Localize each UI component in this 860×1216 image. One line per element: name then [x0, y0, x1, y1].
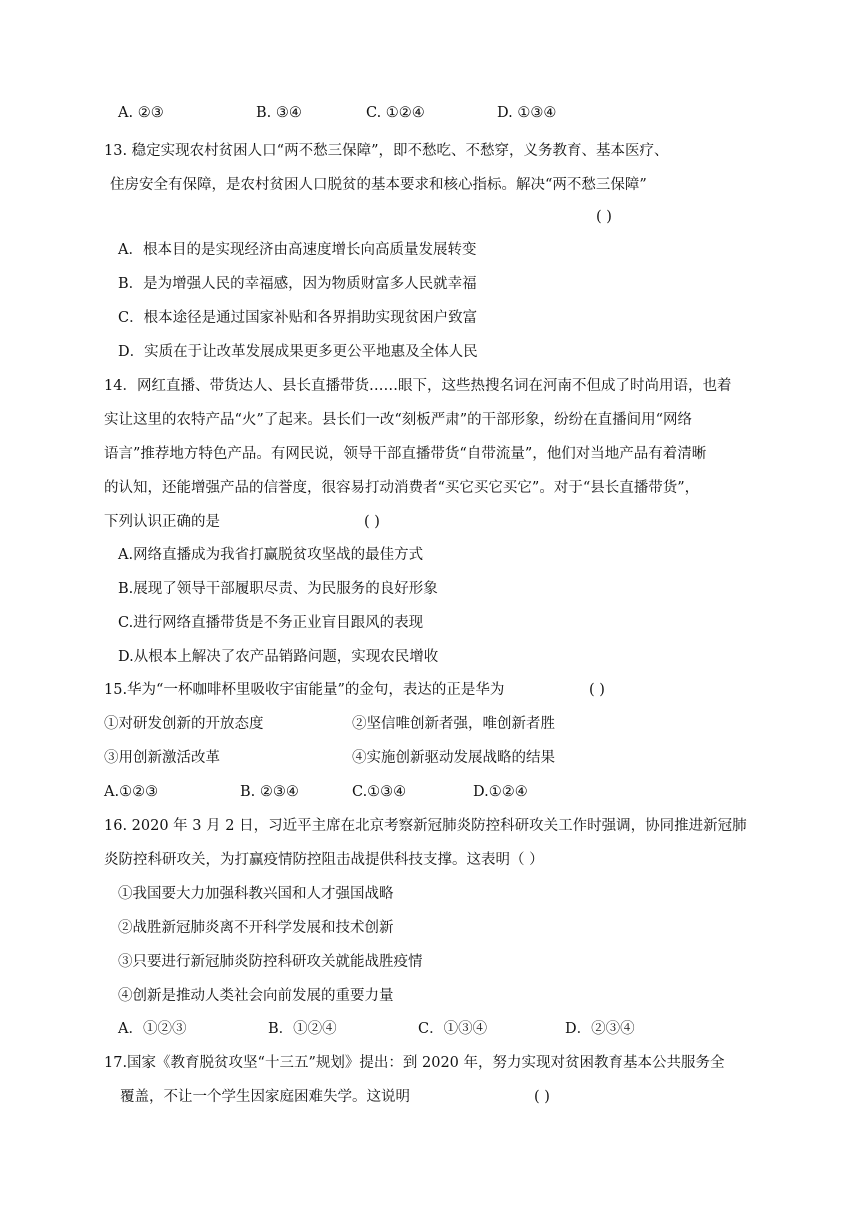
statement-3: ③只要进行新冠肺炎防控科研攻关就能战胜疫情	[118, 954, 423, 970]
answer-blank: ( )	[589, 682, 605, 698]
statement-2: ②坚信唯创新者强，唯创新者胜	[352, 716, 555, 732]
question-text: 炎防控科研攻关，为打赢疫情防控阻击战提供科技支撑。这表明（ ）	[104, 852, 544, 868]
option-d: D．实质在于让改革发展成果更多更公平地惠及全体人民	[118, 344, 478, 360]
statement-4: ④创新是推动人类社会向前发展的重要力量	[118, 988, 394, 1004]
question-text: 13. 稳定实现农村贫困人口“两不愁三保障”，即不愁吃、不愁穿，义务教育、基本医疗、	[104, 143, 669, 159]
answer-blank: ( )	[534, 1089, 550, 1105]
question-text: 14．网红直播、带货达人、县长直播带货……眼下，这些热搜名词在河南不但成了时尚用语，也着	[104, 378, 732, 394]
question-text: 住房安全有保障，是农村贫困人口脱贫的基本要求和核心指标。解决“两不愁三保障”	[110, 177, 647, 193]
statement-2: ②战胜新冠肺炎离不开科学发展和技术创新	[118, 920, 394, 936]
option-a: A.网络直播成为我省打赢脱贫攻坚战的最佳方式	[118, 547, 424, 563]
option-b: B．①②④	[268, 1021, 337, 1037]
option-c: C.进行网络直播带货是不务正业盲目跟风的表现	[118, 615, 424, 631]
option-b: B. ③④	[256, 105, 302, 121]
option-b: B．是为增强人民的幸福感，因为物质财富多人民就幸福	[118, 276, 477, 292]
option-c: C. ①②④	[366, 105, 425, 121]
option-c: C．根本途径是通过国家补贴和各界捐助实现贫困户致富	[118, 310, 478, 326]
question-text: 15.华为“一杯咖啡杯里吸收宇宙能量”的金句，表达的正是华为	[104, 682, 505, 698]
question-text: 16. 2020 年 3 月 2 日，习近平主席在北京考察新冠肺炎防控科研攻关工作时强调，协同推进新冠肺	[104, 818, 747, 834]
answer-blank: ( )	[364, 514, 380, 530]
question-text: 的认知，还能增强产品的信誉度，很容易打动消费者“买它买它买它”。对于“县长直播带货”，	[104, 480, 700, 496]
option-d: D.①②④	[473, 784, 528, 800]
question-text: 覆盖，不让一个学生因家庭困难失学。这说明	[120, 1089, 410, 1105]
option-c: C.①③④	[352, 784, 407, 800]
option-b: B.展现了领导干部履职尽责、为民服务的良好形象	[118, 581, 438, 597]
option-a: A. ②③	[118, 105, 164, 121]
option-a: A．①②③	[118, 1021, 187, 1037]
option-a: A．根本目的是实现经济由高速度增长向高质量发展转变	[118, 242, 477, 258]
answer-blank: ( )	[596, 209, 612, 225]
option-a: A.①②③	[104, 784, 159, 800]
option-d: D．②③④	[565, 1021, 635, 1037]
statement-4: ④实施创新驱动发展战略的结果	[352, 750, 555, 766]
statement-1: ①对研发创新的开放态度	[104, 716, 264, 732]
statement-3: ③用创新激活改革	[104, 750, 220, 766]
option-b: B. ②③④	[240, 784, 299, 800]
option-c: C．①③④	[418, 1021, 488, 1037]
option-d: D.从根本上解决了农产品销路问题，实现农民增收	[118, 649, 439, 665]
statement-1: ①我国要大力加强科教兴国和人才强国战略	[118, 886, 394, 902]
question-text: 实让这里的农特产品“火”了起来。县长们一改“刻板严肃”的干部形象，纷纷在直播间用“网络	[104, 412, 693, 428]
question-text: 下列认识正确的是	[104, 514, 220, 530]
question-text: 语言”推荐地方特色产品。有网民说，领导干部直播带货“自带流量”，他们对当地产品有着清晰	[104, 446, 707, 462]
option-d: D. ①③④	[497, 105, 557, 121]
question-text: 17.国家《教育脱贫攻坚“十三五”规划》提出：到 2020 年，努力实现对贫困教育基本公共服务全	[104, 1055, 725, 1071]
